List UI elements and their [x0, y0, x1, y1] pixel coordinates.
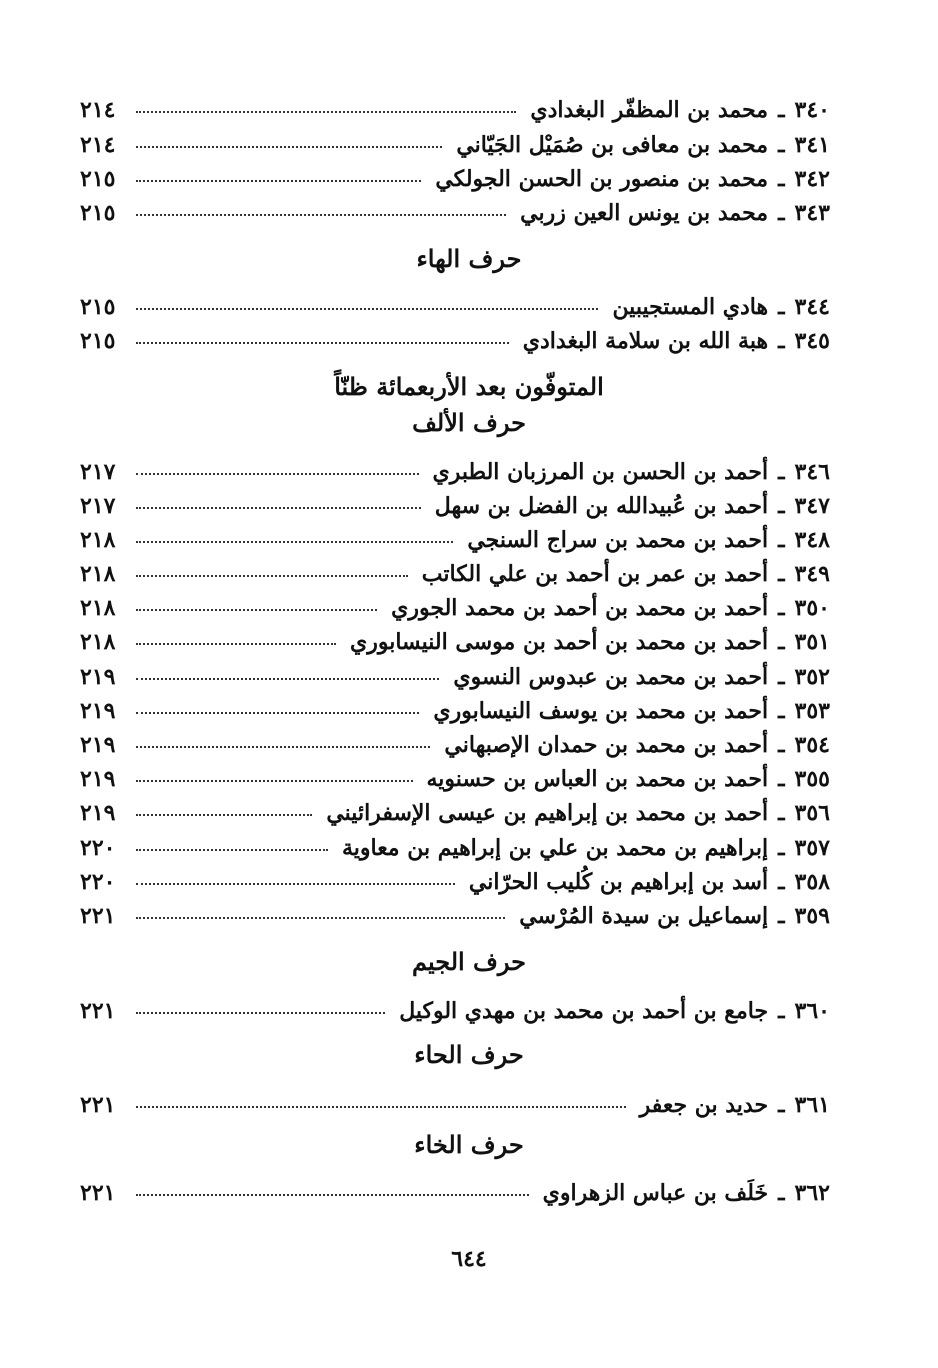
entry-separator: ـ [778, 903, 785, 929]
entry-separator: ـ [778, 1180, 785, 1206]
entry-page: ٢٢١ [80, 903, 116, 929]
dot-leader [136, 609, 377, 611]
entry-separator: ـ [778, 328, 785, 354]
entry-separator: ـ [778, 664, 785, 690]
entry-separator: ـ [778, 493, 785, 519]
entry-number: ٣٥٩ [794, 903, 830, 929]
dot-leader [136, 308, 598, 310]
entry-separator: ـ [778, 595, 785, 621]
entry-page: ٢١٩ [80, 664, 116, 690]
dot-leader [136, 1106, 626, 1108]
entry-name: محمد بن معافى بن صُمَيْل الجَيّاني [456, 132, 769, 158]
entry-page: ٢١٧ [80, 493, 116, 519]
entry-number: ٣٦٠ [794, 998, 830, 1024]
index-entry-347 [80, 489, 830, 523]
dot-leader [136, 473, 419, 475]
index-entry-343 [80, 196, 830, 230]
dot-leader [136, 780, 413, 782]
index-entry-354 [80, 728, 830, 762]
entry-page: ٢١٤ [80, 97, 116, 123]
index-entry-353 [80, 694, 830, 728]
index-entry-357 [80, 831, 830, 865]
entry-name: أحمد بن محمد بن العباس بن حسنويه [426, 766, 769, 792]
entry-page: ٢١٩ [80, 698, 116, 724]
entry-separator: ـ [778, 527, 785, 553]
entry-name: هادي المستجيبين [612, 294, 769, 320]
index-entry-345 [80, 324, 830, 358]
dot-leader [136, 1012, 385, 1014]
entry-number: ٣٥٦ [794, 800, 830, 826]
entry-name: أحمد بن محمد بن إبراهيم بن عيسى الإسفرائيني [326, 800, 769, 826]
entry-page: ٢٢١ [80, 1180, 116, 1206]
entry-name: جامع بن أحمد بن محمد بن مهدي الوكيل [399, 998, 769, 1024]
section-heading-kha: حرف الخاء [414, 1130, 524, 1159]
entry-page: ٢١٨ [80, 595, 116, 621]
entry-separator: ـ [778, 97, 785, 123]
dot-leader [136, 541, 453, 543]
entry-page: ٢١٨ [80, 561, 116, 587]
entry-page: ٢١٥ [80, 166, 116, 192]
entry-page: ٢١٨ [80, 527, 116, 553]
entry-page: ٢٢٠ [80, 869, 116, 895]
index-entry-359 [80, 899, 830, 933]
index-entry-342 [80, 162, 830, 196]
entry-number: ٣٦١ [794, 1092, 830, 1118]
entry-separator: ـ [778, 732, 785, 758]
dot-leader [136, 111, 516, 113]
entry-separator: ـ [778, 132, 785, 158]
entry-separator: ـ [778, 629, 785, 655]
entry-separator: ـ [778, 766, 785, 792]
dot-leader [136, 917, 505, 919]
index-entry-352 [80, 660, 830, 694]
dot-leader [136, 746, 430, 748]
index-entry-348 [80, 523, 830, 557]
entry-separator: ـ [778, 869, 785, 895]
entry-page: ٢٢١ [80, 1092, 116, 1118]
entry-name: أحمد بن الحسن بن المرزبان الطبري [432, 459, 769, 485]
entry-number: ٣٥٥ [794, 766, 830, 792]
entry-number: ٣٥٢ [794, 664, 830, 690]
entry-name: أحمد بن محمد بن يوسف النيسابوري [433, 698, 769, 724]
entry-name: أحمد بن عمر بن أحمد بن علي الكاتب [421, 561, 769, 587]
entry-number: ٣٥١ [794, 629, 830, 655]
entry-number: ٣٥٧ [794, 835, 830, 861]
entry-number: ٣٤١ [794, 132, 830, 158]
entry-number: ٣٦٢ [794, 1180, 830, 1206]
entry-separator: ـ [778, 561, 785, 587]
entry-name: إبراهيم بن محمد بن علي بن إبراهيم بن معاوية [341, 835, 769, 861]
entry-page: ٢٢١ [80, 998, 116, 1024]
entry-separator: ـ [778, 166, 785, 192]
index-entry-346 [80, 455, 830, 489]
index-entry-358 [80, 865, 830, 899]
entry-name: خَلَف بن عباس الزهراوي [542, 1180, 769, 1206]
entry-name: محمد بن المظفّر البغدادي [530, 97, 769, 123]
entry-number: ٣٤٥ [794, 328, 830, 354]
entry-number: ٣٤٤ [794, 294, 830, 320]
entry-page: ٢٢٠ [80, 835, 116, 861]
entry-number: ٣٥٠ [794, 595, 830, 621]
entry-separator: ـ [778, 1092, 785, 1118]
entry-name: أحمد بن محمد بن عبدوس النسوي [453, 664, 769, 690]
dot-leader [136, 814, 312, 816]
entry-name: هبة الله بن سلامة البغدادي [522, 328, 769, 354]
entry-page: ٢١٨ [80, 629, 116, 655]
entry-number: ٣٤٦ [794, 459, 830, 485]
index-entry-340 [80, 93, 830, 127]
index-entry-360 [80, 994, 830, 1028]
dot-leader [136, 507, 421, 509]
entry-name: أحمد بن محمد بن سراج السنجي [467, 527, 769, 553]
dot-leader [136, 1194, 529, 1196]
entry-page: ٢١٥ [80, 328, 116, 354]
entry-number: ٣٤٠ [794, 97, 830, 123]
dot-leader [136, 712, 419, 714]
dot-leader [136, 678, 439, 680]
entry-name: أحمد بن محمد بن أحمد بن محمد الجوري [391, 595, 769, 621]
dot-leader [136, 180, 421, 182]
entry-number: ٣٤٢ [794, 166, 830, 192]
entry-number: ٣٥٣ [794, 698, 830, 724]
index-entry-350 [80, 591, 830, 625]
section-title: المتوفّون بعد الأربعمائة ظنّاً [334, 372, 604, 401]
dot-leader [136, 146, 442, 148]
entry-number: ٣٥٨ [794, 869, 830, 895]
section-heading-ha: حرف الهاء [416, 244, 522, 273]
index-entry-351 [80, 625, 830, 659]
dot-leader [136, 214, 506, 216]
entry-separator: ـ [778, 698, 785, 724]
entry-separator: ـ [778, 835, 785, 861]
index-entry-341 [80, 128, 830, 162]
page-number: ٦٤٤ [451, 1246, 487, 1272]
entry-page: ٢١٤ [80, 132, 116, 158]
entry-name: أحمد بن محمد بن حمدان الإصبهاني [444, 732, 769, 758]
entry-page: ٢١٩ [80, 766, 116, 792]
entry-page: ٢١٩ [80, 732, 116, 758]
entry-name: حديد بن جعفر [639, 1092, 769, 1118]
section-heading-ha2: حرف الحاء [414, 1040, 524, 1069]
entry-separator: ـ [778, 459, 785, 485]
dot-leader [136, 575, 408, 577]
index-entry-344 [80, 290, 830, 324]
entry-number: ٣٤٧ [794, 493, 830, 519]
entry-page: ٢١٧ [80, 459, 116, 485]
entry-number: ٣٤٨ [794, 527, 830, 553]
entry-name: أحمد بن محمد بن أحمد بن موسى النيسابوري [349, 629, 769, 655]
entry-name: إسماعيل بن سيدة المُرْسي [519, 903, 769, 929]
entry-page: ٢١٥ [80, 294, 116, 320]
entry-page: ٢١٩ [80, 800, 116, 826]
dot-leader [136, 849, 328, 851]
entry-separator: ـ [778, 294, 785, 320]
entry-number: ٣٤٩ [794, 561, 830, 587]
index-entry-362 [80, 1176, 830, 1210]
entry-number: ٣٥٤ [794, 732, 830, 758]
entry-name: أحمد بن عُبيدالله بن الفضل بن سهل [434, 493, 769, 519]
dot-leader [136, 342, 509, 344]
entry-separator: ـ [778, 998, 785, 1024]
index-entry-355 [80, 762, 830, 796]
entry-name: محمد بن منصور بن الحسن الجولكي [435, 166, 769, 192]
section-heading-alif: حرف الألف [412, 408, 526, 437]
index-entry-361 [80, 1088, 830, 1122]
index-entry-349 [80, 557, 830, 591]
entry-name: محمد بن يونس العين زربي [520, 200, 769, 226]
entry-name: أسد بن إبراهيم بن كُليب الحرّاني [468, 869, 769, 895]
entry-page: ٢١٥ [80, 200, 116, 226]
dot-leader [136, 643, 336, 645]
dot-leader [136, 883, 455, 885]
entry-separator: ـ [778, 200, 785, 226]
entry-number: ٣٤٣ [794, 200, 830, 226]
entry-separator: ـ [778, 800, 785, 826]
index-entry-356 [80, 796, 830, 830]
section-heading-jim: حرف الجيم [412, 947, 526, 976]
